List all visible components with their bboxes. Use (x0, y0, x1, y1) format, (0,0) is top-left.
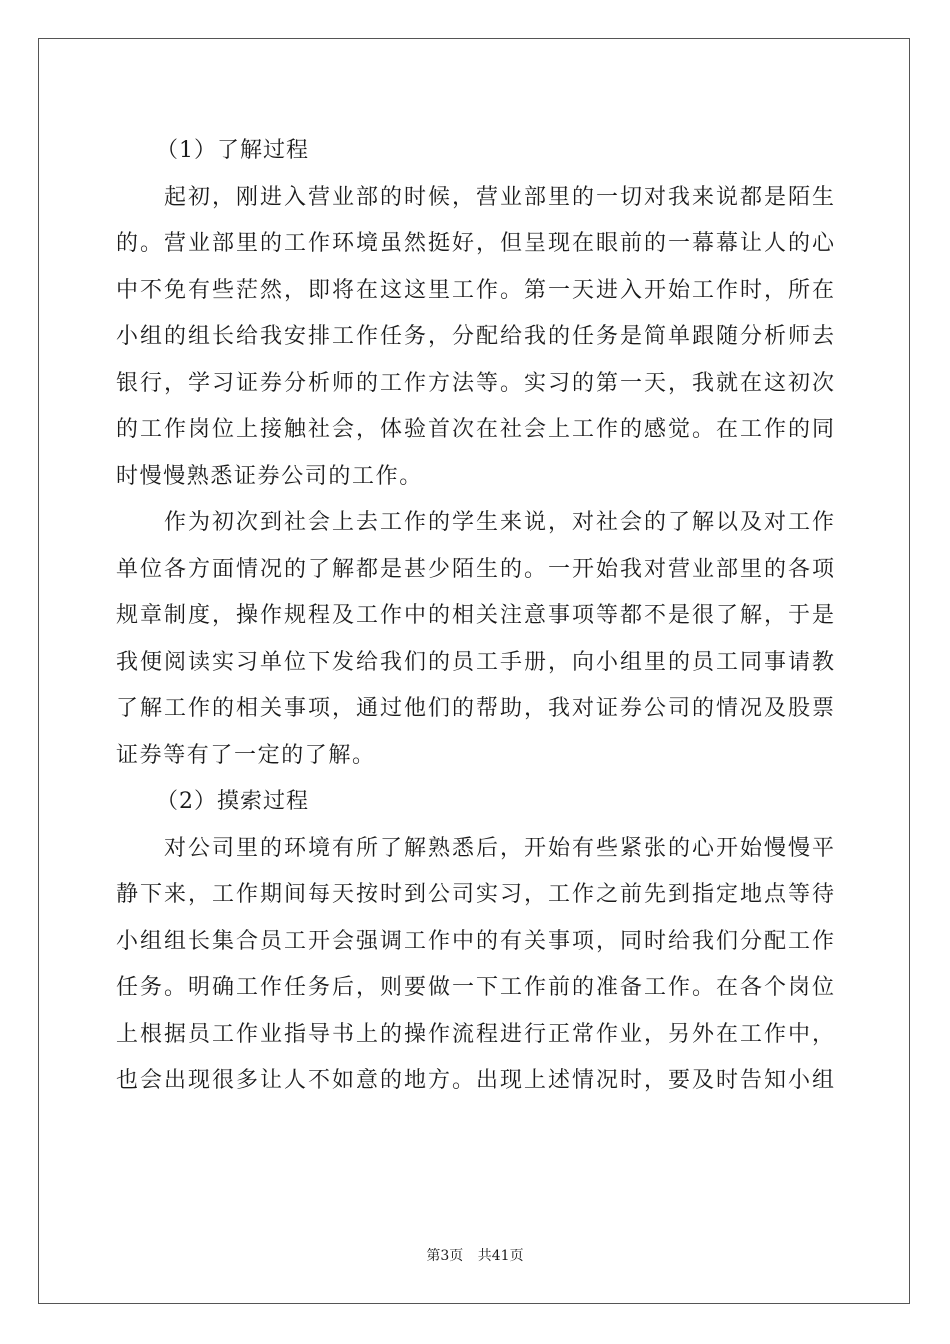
paragraph-line: 小组组长集合员工开会强调工作中的有关事项，同时给我们分配工作 (116, 928, 834, 954)
page-number: 第3页 (426, 1248, 464, 1264)
total-pages: 共41页 (477, 1248, 524, 1264)
paragraph-line: 对公司里的环境有所了解熟悉后，开始有些紧张的心开始慢慢平 (164, 835, 834, 861)
paragraph-line: 时慢慢熟悉证券公司的工作。 (116, 463, 423, 489)
paragraph-line: 小组的组长给我安排工作任务，分配给我的任务是简单跟随分析师去 (116, 324, 834, 349)
paragraph-line: 静下来，工作期间每天按时到公司实习，工作之前先到指定地点等待 (116, 882, 834, 907)
paragraph-line: 的。营业部里的工作环境虽然挺好，但呈现在眼前的一幕幕让人的心 (116, 231, 834, 256)
paragraph-line: 中不免有些茫然，即将在这这里工作。第一天进入开始工作时，所在 (116, 277, 834, 303)
paragraph-line: 任务。明确工作任务后，则要做一下工作前的准备工作。在各个岗位 (116, 975, 834, 1000)
page-footer (0, 1245, 950, 1265)
paragraph-line: 上根据员工作业指导书上的操作流程进行正常作业，另外在工作中， (116, 1021, 834, 1047)
paragraph-line: 规章制度，操作规程及工作中的相关注意事项等都不是很了解，于是 (116, 603, 834, 628)
paragraph-line: 单位各方面情况的了解都是甚少陌生的。一开始我对营业部里的各项 (116, 556, 834, 582)
section-heading-exploration: （2）摸索过程 (156, 789, 309, 814)
paragraph-line: 证券等有了一定的了解。 (116, 742, 376, 768)
paragraph-line: 作为初次到社会上去工作的学生来说，对社会的了解以及对工作 (164, 510, 834, 535)
document-body (116, 128, 834, 1105)
section-heading-understanding: （1）了解过程 (156, 138, 309, 163)
paragraph-line: 起初，刚进入营业部的时候，营业部里的一切对我来说都是陌生 (164, 184, 834, 210)
paragraph-line: 也会出现很多让人不如意的地方。出现上述情况时，要及时告知小组 (116, 1068, 834, 1093)
paragraph-line: 了解工作的相关事项，通过他们的帮助，我对证券公司的情况及股票 (116, 696, 834, 721)
paragraph-line: 我便阅读实习单位下发给我们的员工手册，向小组里的员工同事请教 (116, 649, 834, 675)
paragraph-line: 银行，学习证券分析师的工作方法等。实习的第一天，我就在这初次 (116, 370, 834, 396)
paragraph-line: 的工作岗位上接触社会，体验首次在社会上工作的感觉。在工作的同 (116, 417, 834, 442)
